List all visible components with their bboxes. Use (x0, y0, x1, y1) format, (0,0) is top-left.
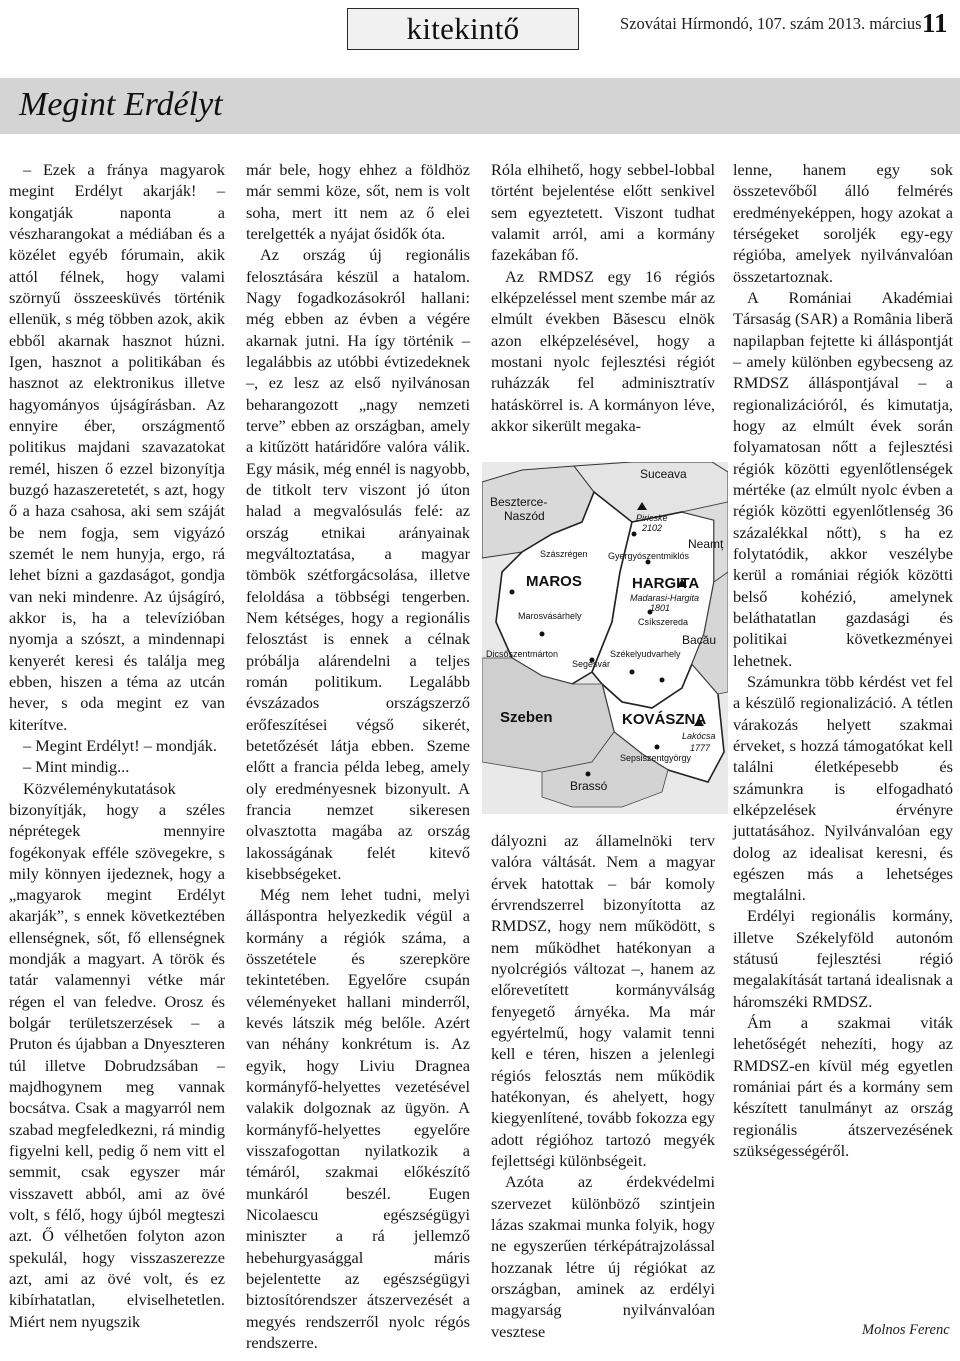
map-label-piricske: Piricske (636, 513, 668, 523)
paragraph: lenne, hanem egy sok összetevőből álló felmérés eredményeképpen, hogy azokat a térségeket soroljék egy-egy régióba, amelyek nyilvánvalóan összetartoznak. (733, 160, 953, 286)
map-label-beszterce: Beszterce- (490, 495, 548, 509)
regions-map (482, 462, 728, 814)
map-label-szeben: Szeben (500, 709, 553, 726)
map-label-madarasi: Madarasi-Hargita (630, 593, 700, 603)
paragraph: – Mint mindig... (23, 757, 130, 777)
map-label-sepsiszentgyorgy: Sepsiszentgyörgy (620, 753, 692, 763)
map-label-bacau: Bacău (682, 633, 717, 647)
paragraph: A Romániai Akadémiai Társaság (SAR) a România liberă napilapban fejtette ki álláspontját – amely különben egybecseng az RMDSZ álláspontjával – a regionalizációról, és kimutatja, hogy az elmúlt évek során folyamatosan nőtt a fejlesztési régiók közötti egyenlőtlenségek mértéke (az elmúlt nyolc évben a régiók közötti egyenlőtlenség 36 százalékkal nőtt), s ha ez folytatódik, akkor veszélybe kerül a romániai régiók közötti belső kohézió, amelynek beláthatatlan gazdasági és politikai következményei lehetnek. (733, 287, 953, 670)
map-label-dicsoszentmarton: Dicsőszentmárton (486, 649, 559, 659)
map-label-csikszereda: Csíkszereda (638, 617, 689, 627)
map-label-naszod: Naszód (504, 509, 545, 523)
map-label-lakocsa: Lakócsa (682, 731, 716, 741)
map-label-suceava: Suceava (640, 467, 687, 481)
map-label-brasso: Brassó (570, 779, 608, 793)
publication-info: Szovátai Hírmondó, 107. szám 2013. március (620, 14, 922, 33)
article-column-4 (733, 159, 953, 1161)
paragraph: Ám a szakmai viták lehetőségét nehezíti, hogy az RMDSZ-en kívül még egyetlen romániai párt és a kormány sem készített tanulmányt az ország regionális átszervezésének szükségességéről. (733, 1013, 953, 1161)
map-label-marosvasarhely: Marosvásárhely (518, 611, 582, 621)
paragraph: Még nem lehet tudni, melyi álláspontra helyezkedik végül a kormány a régiók száma, a összetétele és szerepköre tekintetében. Egyelőre csupán véleményeket hallani minderről, kevés látszik még belőle. Azért van néhány konkrétum is. Az egyik, hogy Liviu Dragnea kormányfő-helyettes vezetésével valakik dolgoznak az ügyön. A kormányfő-helyettes egyelőre visszafogottan nyilatkozik a témáról, szakmai előkészítő munkáról beszél. Eugen Nicolaescu egészségügyi miniszter a rá jellemző hebehurgyasággal máris bejelentette az egészségügyi biztosítórendszer átszervezését a megyés rendszerről nyolc régós rendszerre. (246, 885, 470, 1353)
paragraph: Erdélyi regionális kormány, illetve Székelyföld autonóm státusú fejlesztési régió megalakítását tartaná idealisnak a háromszéki RMDSZ. (733, 906, 953, 1011)
map-label-szaszregen: Szászrégen (540, 549, 588, 559)
map-label-neamt: Neamț (688, 537, 724, 551)
map-label-maros: MAROS (526, 573, 582, 590)
paragraph: Számunkra több kérdést vet fel a készülő regionalizáció. A tétlen várakozás helyett szakmai érveket, s hozzá támogatókat kell találni életképesebb és számunkra is elfogadható elképzelések érvényre juttatásához. Nyilvánvalóan egy dolog az idealisat keresni, és egészen más a lehetséges megtalálni. (733, 671, 953, 905)
map-label-piricske-alt: 2102 (642, 523, 663, 533)
paragraph: Közvéleménykutatások bizonyítják, hogy a széles néprétegek mennyire fogékonyak efféle szövegekre, s mily könnyen ijedeznek, hogy a „magyarok megint Erdélyt akarják”, s ennek következtében ellenségnek, sőt, fő ellenségnek mondják a magyart. A török és tatár valamennyi vétke már régen el van feledve. Orosz és bolgár területszerzések – a Pruton és újabban a Dnyeszteren túl illetve Dobrudzsában – majdhogynem meg vannak bocsátva. Csak a magyarról nem szabad megfeledkezni, rá mindig figyelni kell, pedig ő nem vitt el semmit, csak egyszer már visszavett abból, ami az övé volt, s félő, hogy újból megteszi azt. Ő vélhetően folyton azon spekulál, hogy visszaszerezze azt, ami az övé volt, és ez kibírhatatlan, elviselhetetlen. Miért nem nyugszik (9, 778, 225, 1331)
page-number: 11 (922, 8, 948, 38)
section-label: kitekintő (406, 11, 520, 46)
map-label-gyergyo: Gyergyószentmiklós (608, 551, 690, 561)
map-label-kovaszna: KOVÁSZNA (622, 711, 707, 728)
paragraph: – Megint Erdélyt! – mondják. (23, 735, 217, 755)
map-label-lakocsa-alt: 1777 (690, 743, 711, 753)
article-column-3-bottom (491, 830, 715, 1342)
paragraph: Azóta az érdekvédelmi szervezet különböző szintjein lázas szakmai munka folyik, hogy ne egyszerűen térképátrajzolással hozzanak létre új régiókat az országban, aminek az erdélyi magyarság nyilvánvalóan vesztese (491, 1172, 715, 1341)
paragraph: már bele, hogy ehhez a földhöz már semmi köze, sőt, nem is volt soha, mert itt nem az ő elei terelgették a nyájat ősidők óta. (246, 160, 470, 243)
map-label-segesvar: Segesvár (572, 659, 611, 669)
article-column-1 (9, 159, 225, 1332)
map-label-madarasi-alt: 1801 (650, 603, 671, 613)
map-label-szekelyudvarhely: Székelyudvarhely (610, 649, 681, 659)
paragraph: – Ezek a fránya magyarok megint Erdélyt akarják! – kongatják naponta a vészharangokat a médiában és a közélet egyéb fórumain, akik attól félnek, hogy valami szörnyű összeesküvés történik ellenük, s még többen azok, akik ebből akarnak hasznot húzni. Igen, hasznot a politikában és hasznot az elektronikus illetve hagyományos újságírásban. Az ennyire éber, országmentő politikus majdani szavazatokat remél, hiszen ő ezzel bizonyítja buzgó hazaszeretetét, s azt, hogy ő a haza csahosa, aki sem száját be nem fogja, sem vigyázó szemét le nem hunyja, ergo, rá lehet bízni a gazdaságot, gondja van neki mindenre. Az újságíró, akkor is, ha a televízióban nyomja a szószt, a mindennapi kenyerét keresi és találja meg ebben, hiszen a téma az utcán hever, s oda megint ez van kiterítve. (9, 160, 225, 734)
paragraph: Az RMDSZ egy 16 régiós elképzeléssel ment szembe már az elmúlt években Băsescu elnök azon elképzelésével, hogy a mostani nyolc fejlesztési régiót ruházzák fel adminisztratív hatáskörrel is. A kormányon léve, akkor sikerült megaka- (491, 266, 715, 435)
article-column-3-top (491, 159, 715, 436)
paragraph: Róla elhihető, hogy sebbel-lobbal történt bejelentése előtt senkivel sem egyeztetett. Viszont tudhat valamit arról, ami a kormány fazekában fő. (491, 160, 715, 265)
author-signature: Molnos Ferenc (862, 1322, 950, 1338)
section-label-box (347, 8, 579, 50)
article-title: Megint Erdélyt (19, 86, 223, 123)
map-label-hargita: HARGITA (632, 575, 700, 592)
paragraph: dályozni az államelnöki terv valóra váltását. Nem a magyar érvek hatottak – bár komoly érvrendszerrel bizonyította az RMDSZ, hogy nem működött, s nem működhet hatékonyan a nyolcrégiós változat –, hanem az előrevetített kormányválság fenyegető árnyéka. Ma már egyértelmű, hogy valamit tenni kell e téren, hiszen a jelenlegi régiós felosztás nem működik hatékonyan, és ahelyett, hogy kiegyenlítené, tovább fokozza egy adott régióhoz tartozó megyék fejlettségi különbségeit. (491, 831, 715, 1170)
article-column-2 (246, 159, 470, 1353)
paragraph: Az ország új regionális felosztására készül a hatalom. Nagy fogadkozásokról hallani: még ebben az évben a végére akarnak jutni. Ha így történik – legalábbis az utóbbi évtizedeknek –, ez lesz az első nyilvánosan beharangozott „nagy nemzeti terve” ebben az országban, amely a kitűzött határidőre valóra válik. Egy másik, még ennél is nagyobb, de titkolt terv viszont jó úton halad a megvalósulás felé: az ország etnikai arányainak megváltoztatása, a magyar tömbök szétforgácsolása, illetve feloldása a többségi tengerben. Nem kétséges, hogy a regionális felosztást is ennek a célnak próbálja alárendelni a teljes román politikum. Legalább évszázados országszerző erőfeszítései végső sikerét, betetőzését látja ebben. Szeme előtt a francia példa lebeg, amely oly eredményesnek bizonyult. A francia nemzet sikeresen olvasztotta magába az ország lakosságának felét kitevő kisebbségeket. (246, 245, 470, 883)
